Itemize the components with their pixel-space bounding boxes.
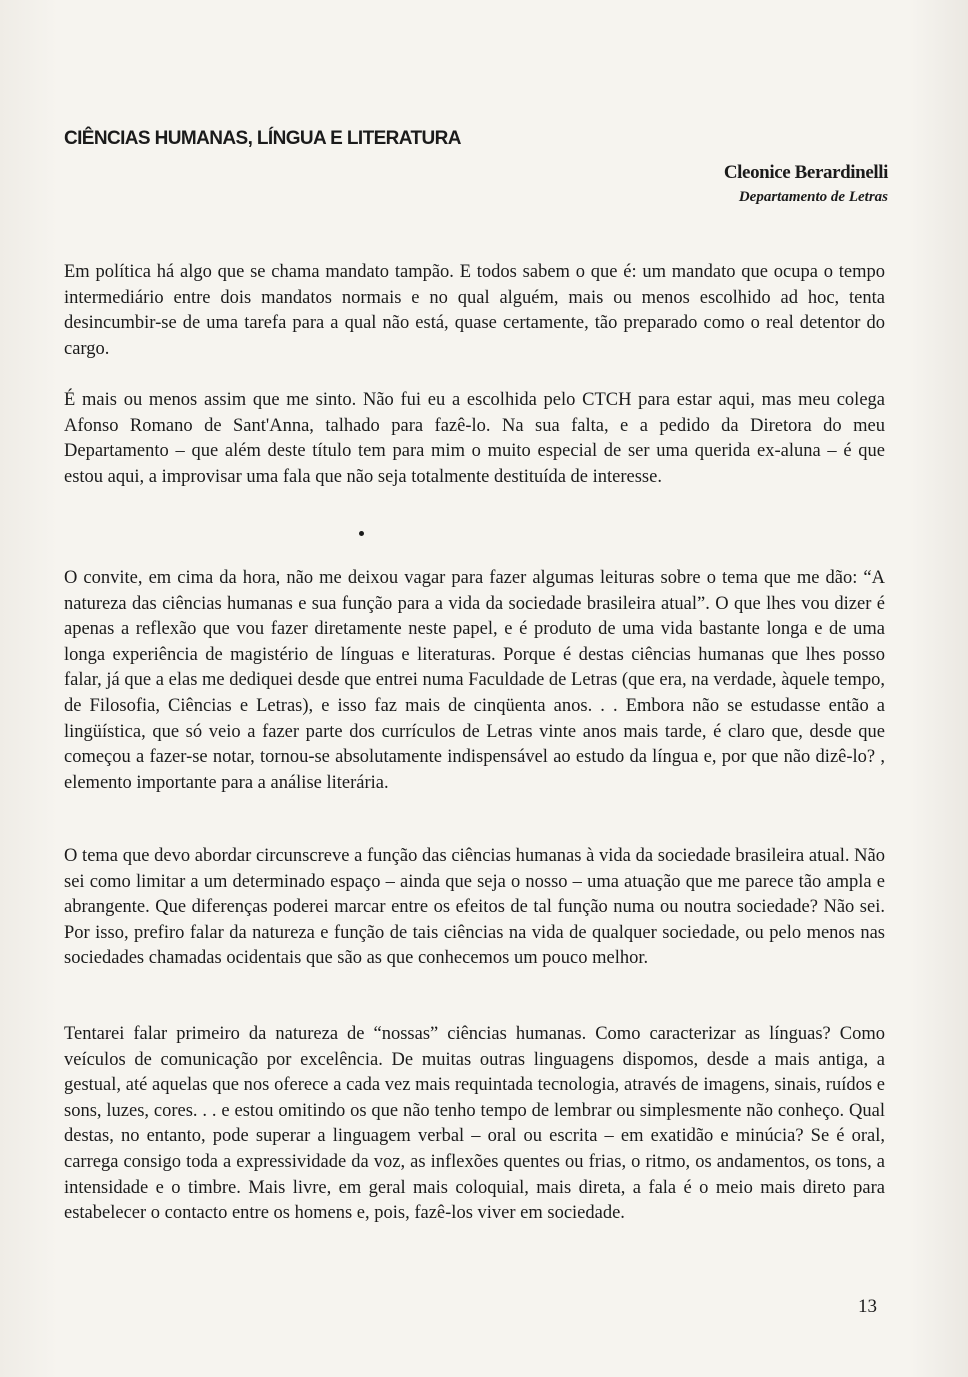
author-block (724, 162, 888, 206)
page-number: 13 (858, 1296, 877, 1317)
paragraph-3: O convite, em cima da hora, não me deixou vagar para fazer algumas leituras sobre o tema que me dão: “A natureza das ciências humanas e sua função para a vida da sociedade brasileira atual”. O que lhes vou dizer é apenas a reflexão que vou fazer diretamente neste papel, e é produto de uma vida bastante longa e de uma longa experiência de magistério de línguas e literaturas. Porque é destas ciências humanas que lhes posso falar, já que a elas me dediquei desde que entrei numa Faculdade de Letras (que era, na verdade, àquele tempo, de Filosofia, Ciências e Letras), e isso faz mais de cinqüenta anos. . . Embora não se estudasse então a lingüística, que só veio a fazer parte dos currículos de Letras vinte anos mais tarde, é claro que, desde que começou a fazer-se notar, tornou-se absolutamente indispensável ao estudo da língua e, por que não dizê-lo? , elemento importante para a análise literária. (64, 568, 885, 793)
paragraph-5: Tentarei falar primeiro da natureza de “nossas” ciências humanas. Como caracterizar as línguas? Como veículos de comunicação por excelência. De muitas outras linguagens dispomos, desde a mais antiga, a gestual, até aquelas que nos oferece a cada vez mais requintada tecnologia, através de imagens, sinais, ruídos e sons, luzes, cores. . . e estou omitindo os que não tenho tempo de lembrar ou simplesmente não conheço. Qual destas, no entanto, pode superar a linguagem verbal – oral ou escrita – em exatidão e minúcia? Se é oral, carrega consigo toda a expressividade da voz, as inflexões quentes ou frias, o ritmo, os andamentos, os tons, a intensidade e o timbre. Mais livre, em geral mais coloquial, mais direta, a fala é o meio mais direto para estabelecer o contacto entre os homens e, pois, fazê-los viver em sociedade. (64, 1024, 885, 1224)
article-title: CIÊNCIAS HUMANAS, LÍNGUA E LITERATURA (64, 128, 461, 149)
paragraph-1: Em política há algo que se chama mandato tampão. E todos sabem o que é: um mandato que ocupa o tempo intermediário entre dois mandatos normais e no qual alguém, mais ou menos escolhido ad hoc, tenta desincumbir-se de uma tarefa para a qual não está, quase certamente, tão preparado como o real detentor do cargo. (64, 262, 885, 359)
paragraph-2: É mais ou menos assim que me sinto. Não fui eu a escolhida pelo CTCH para estar aqui, mas meu colega Afonso Romano de Sant'Anna, talhado para fazê-lo. Na sua falta, e a pedido da Diretora do meu Departamento – que além deste título tem para mim o muito especial de ser uma querida ex-aluna – é que estou aqui, a improvisar uma fala que não seja totalmente destituída de interesse. (64, 390, 885, 487)
author-name: Cleonice Berardinelli (723, 162, 888, 183)
paragraph-4: O tema que devo abordar circunscreve a função das ciências humanas à vida da sociedade brasileira atual. Não sei como limitar a um determinado espaço – ainda que seja o nosso – uma atuação que me parece tão ampla e abrangente. Que diferenças poderei marcar entre os efeitos de tal função numa ou noutra sociedade? Não sei. Por isso, prefiro falar da natureza e função de tais ciências na vida de qualquer sociedade, ou pelo menos nas sociedades chamadas ocidentais que são as que conhecemos um pouco melhor. (64, 846, 885, 969)
author-department: Departamento de Letras (738, 189, 888, 205)
section-bullet (359, 531, 364, 536)
